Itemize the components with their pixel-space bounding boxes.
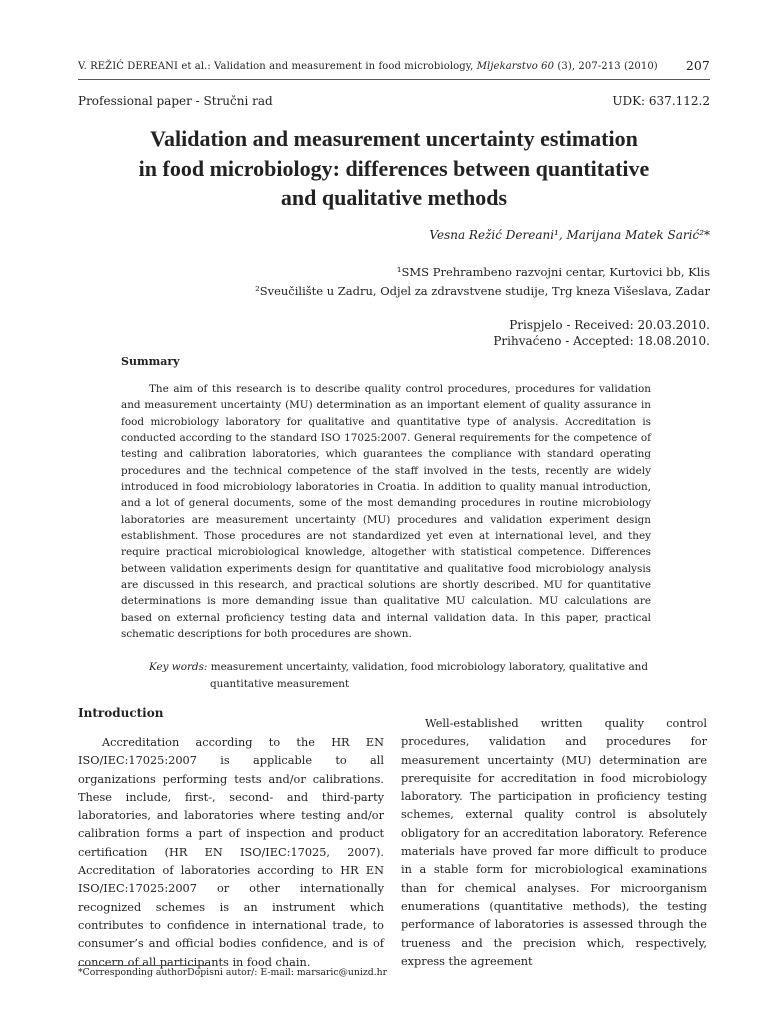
authors: Vesna Režić Dereani¹, Marijana Matek Sarić²* xyxy=(429,228,710,242)
keywords-line-1: measurement uncertainty, validation, food microbiology laboratory, qualitative and xyxy=(207,661,648,673)
title-line: and qualitative methods xyxy=(280,185,508,210)
running-head-prefix: V. REŽIĆ DEREANI et al.: Validation and measurement in food microbiology, xyxy=(78,61,477,72)
received-date: Prispjelo - Received: 20.03.2010. xyxy=(509,318,710,332)
affiliation-2: ²Sveučilište u Zadru, Odjel za zdravstvene studije, Trg kneza Višeslava, Zadar xyxy=(255,284,710,298)
accepted-date: Prihvaćeno - Accepted: 18.08.2010. xyxy=(493,334,710,348)
introduction-right-column: Well-established written quality control procedures, validation and procedures for measurement uncertainty (MU) determination are prerequisite for accreditation in food microbiology laboratory. The participation in proficiency testing schemes, external quality control is absolutely obligatory for an accreditation laboratory. Reference materials have proved far more difficult to produce in a stable form for microbiological examinations than for chemical analyses. For microorganism enumerations (quantitative methods), the testing performance of laboratories is assessed through the trueness and the precision which, respectively, express the agreement xyxy=(401,717,707,968)
keywords-line-2: quantitative measurement xyxy=(210,677,350,690)
summary-heading: Summary xyxy=(121,355,180,368)
keywords xyxy=(149,659,654,692)
page-number: 207 xyxy=(685,58,710,73)
introduction-left-column: Accreditation according to the HR EN ISO/IEC:17025:2007 is applicable to all organizations performing tests and/or calibrations. These include, first-, second- and third-party laboratories, and laboratories where testing and/or calibration forms a part of inspection and product certification (HR EN ISO/IEC:17025, 2007). Accreditation of laboratories according to HR EN ISO/IEC:17025:2007 or other internationally recognized schemes is an instrument which contributes to confidence in international trade, to consumer’s and official bodies confidence, and is of concern of all participants in food chain. xyxy=(78,736,384,969)
journal-name: Mljekarstvo 60 xyxy=(476,61,555,72)
affiliation-1: ¹SMS Prehrambeno razvojni centar, Kurtovici bb, Klis xyxy=(396,265,710,279)
summary-text: The aim of this research is to describe quality control procedures, procedures for validation and measurement uncertainty (MU) determination as an important element of quality assurance in food microbiology laboratory for qualitative and quantitative type of analysis. Accreditation is conducted according to the standard ISO 17025:2007. General requirements for the competence of testing and calibration laboratories, which guarantees the compliance with standard operating procedures and the technical competence of the staff involved in the tests, recently are widely introduced in food microbiology laboratories in Croatia. In addition to quality manual introduction, and a lot of general documents, some of the most demanding procedures in routine microbiology laboratories are measurement uncertainty (MU) procedures and validation experiment design establishment. Those procedures are not standardized yet even at international level, and they require practical microbiological knowledge, altogether with statistical competence. Differences between validation experiments design for quantitative and qualitative food microbiology analysis are discussed in this research, and practical solutions are shortly described. MU for quantitative determinations is more demanding issue than qualitative MU calculation. MU calculations are based on external proficiency testing data and internal validation data. In this paper, practical schematic descriptions for both procedures are shown. xyxy=(121,383,651,641)
running-header xyxy=(78,58,710,73)
footnote-rule xyxy=(78,965,208,966)
paper-title xyxy=(78,124,710,213)
corresponding-author-footnote: *Corresponding authorDopisni autor/: E-mail: marsaric@unizd.hr xyxy=(78,967,388,978)
title-line: Validation and measurement uncertainty estimation xyxy=(150,126,638,151)
paper-type: Professional paper - Stručni rad xyxy=(78,94,273,108)
udk-code: UDK: 637.112.2 xyxy=(612,94,710,108)
introduction-heading: Introduction xyxy=(78,706,164,720)
running-head-suffix: (3), 207-213 (2010) xyxy=(554,61,658,72)
header-rule xyxy=(78,79,710,80)
keywords-label: Key words: xyxy=(149,661,208,673)
title-line: in food microbiology: differences between quantitative xyxy=(138,155,650,181)
